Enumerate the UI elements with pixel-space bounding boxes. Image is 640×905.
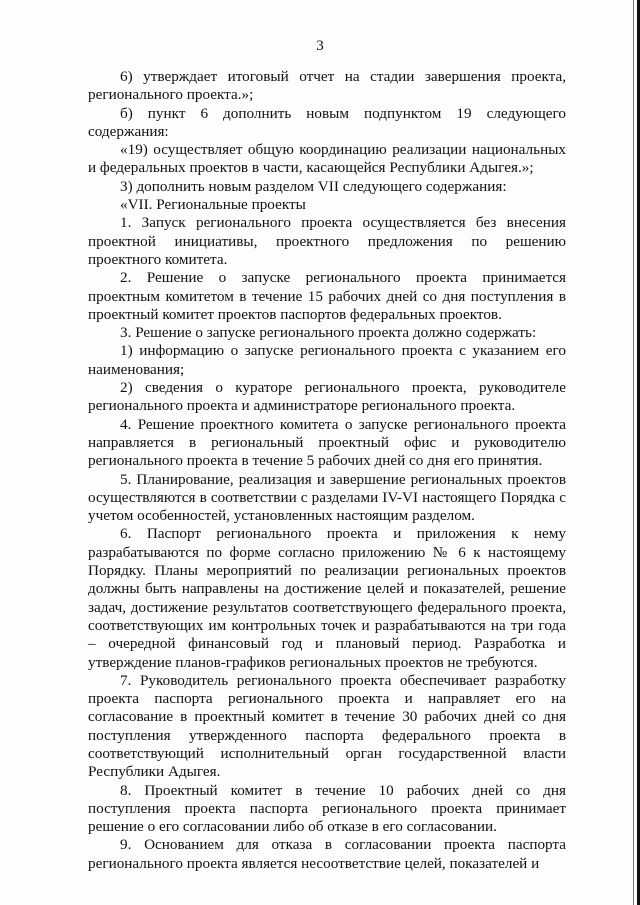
document-body: [88, 68, 566, 873]
paragraph: 4. Решение проектного комитета о запуске регионального проекта направляется в региональный проектный офис и руководителю регионального проекта в течение 5 рабочих дней со дня его принятия.: [88, 415, 566, 470]
paragraph: 1. Запуск регионального проекта осуществляется без внесения проектной инициативы, проектного предложения по решению проектного комитета.: [88, 214, 566, 268]
paragraph: 6. Паспорт регионального проекта и приложения к нему разрабатываются по форме согласно приложению № 6 к настоящему Порядку. Планы мероприятий по реализации региональных проектов должны быть направлены на достижение целей и показателей, решение задач, достижение результатов соответствующего федерального проекта, соответствующих им контрольных точек и разрабатываются на три года – очередной финансовый год и плановый период. Разработка и утверждение планов-графиков региональных проектов не требуются.: [88, 525, 566, 671]
paragraph: 3) дополнить новым разделом VII следующего содержания:: [120, 177, 507, 195]
paragraph: 9. Основанием для отказа в согласовании проекта паспорта регионального проекта является несоответствие целей, показателей и: [88, 836, 566, 872]
section-heading: «VII. Региональные проекты: [120, 196, 306, 214]
paragraph: б) пункт 6 дополнить новым подпунктом 19 следующего содержания:: [88, 104, 566, 140]
page-number: 3: [316, 38, 324, 54]
paragraph: «19) осуществляет общую координацию реализации национальных и федеральных проектов в части, касающейся Республики Адыгея.»;: [88, 141, 566, 177]
paragraph: 1) информацию о запуске регионального проекта с указанием его наименования;: [88, 342, 566, 378]
paragraph: 2. Решение о запуске регионального проекта принимается проектным комитетом в течение 15 рабочих дней со дня поступления в проектный комитет проектов паспортов федеральных проектов.: [88, 269, 566, 323]
paragraph: 3. Решение о запуске регионального проекта должно содержать:: [120, 324, 537, 342]
paragraph: 8. Проектный комитет в течение 10 рабочих дней со дня поступления проекта паспорта регионального проекта принимает решение о его согласовании либо об отказе в его согласовании.: [88, 781, 566, 836]
paragraph: 2) сведения о кураторе регионального проекта, руководителе регионального проекта и администраторе регионального проекта.: [88, 379, 566, 415]
scan-edge-shadow: [633, 0, 634, 905]
paragraph: 6) утверждает итоговый отчет на стадии завершения проекта, регионального проекта.»;: [88, 68, 566, 104]
paragraph: 7. Руководитель регионального проекта обеспечивает разработку проекта паспорта регионального проекта и направляет его на согласование в проектный комитет в течение 30 рабочих дней со дня поступления утвержденного паспорта федерального проекта в соответствующий исполнительный орган государственной власти Республики Адыгея.: [88, 671, 566, 781]
paragraph: 5. Планирование, реализация и завершение региональных проектов осуществляются в соответствии с разделами IV-VI настоящего Порядка с учетом особенностей, установленных настоящим разделом.: [88, 470, 566, 525]
